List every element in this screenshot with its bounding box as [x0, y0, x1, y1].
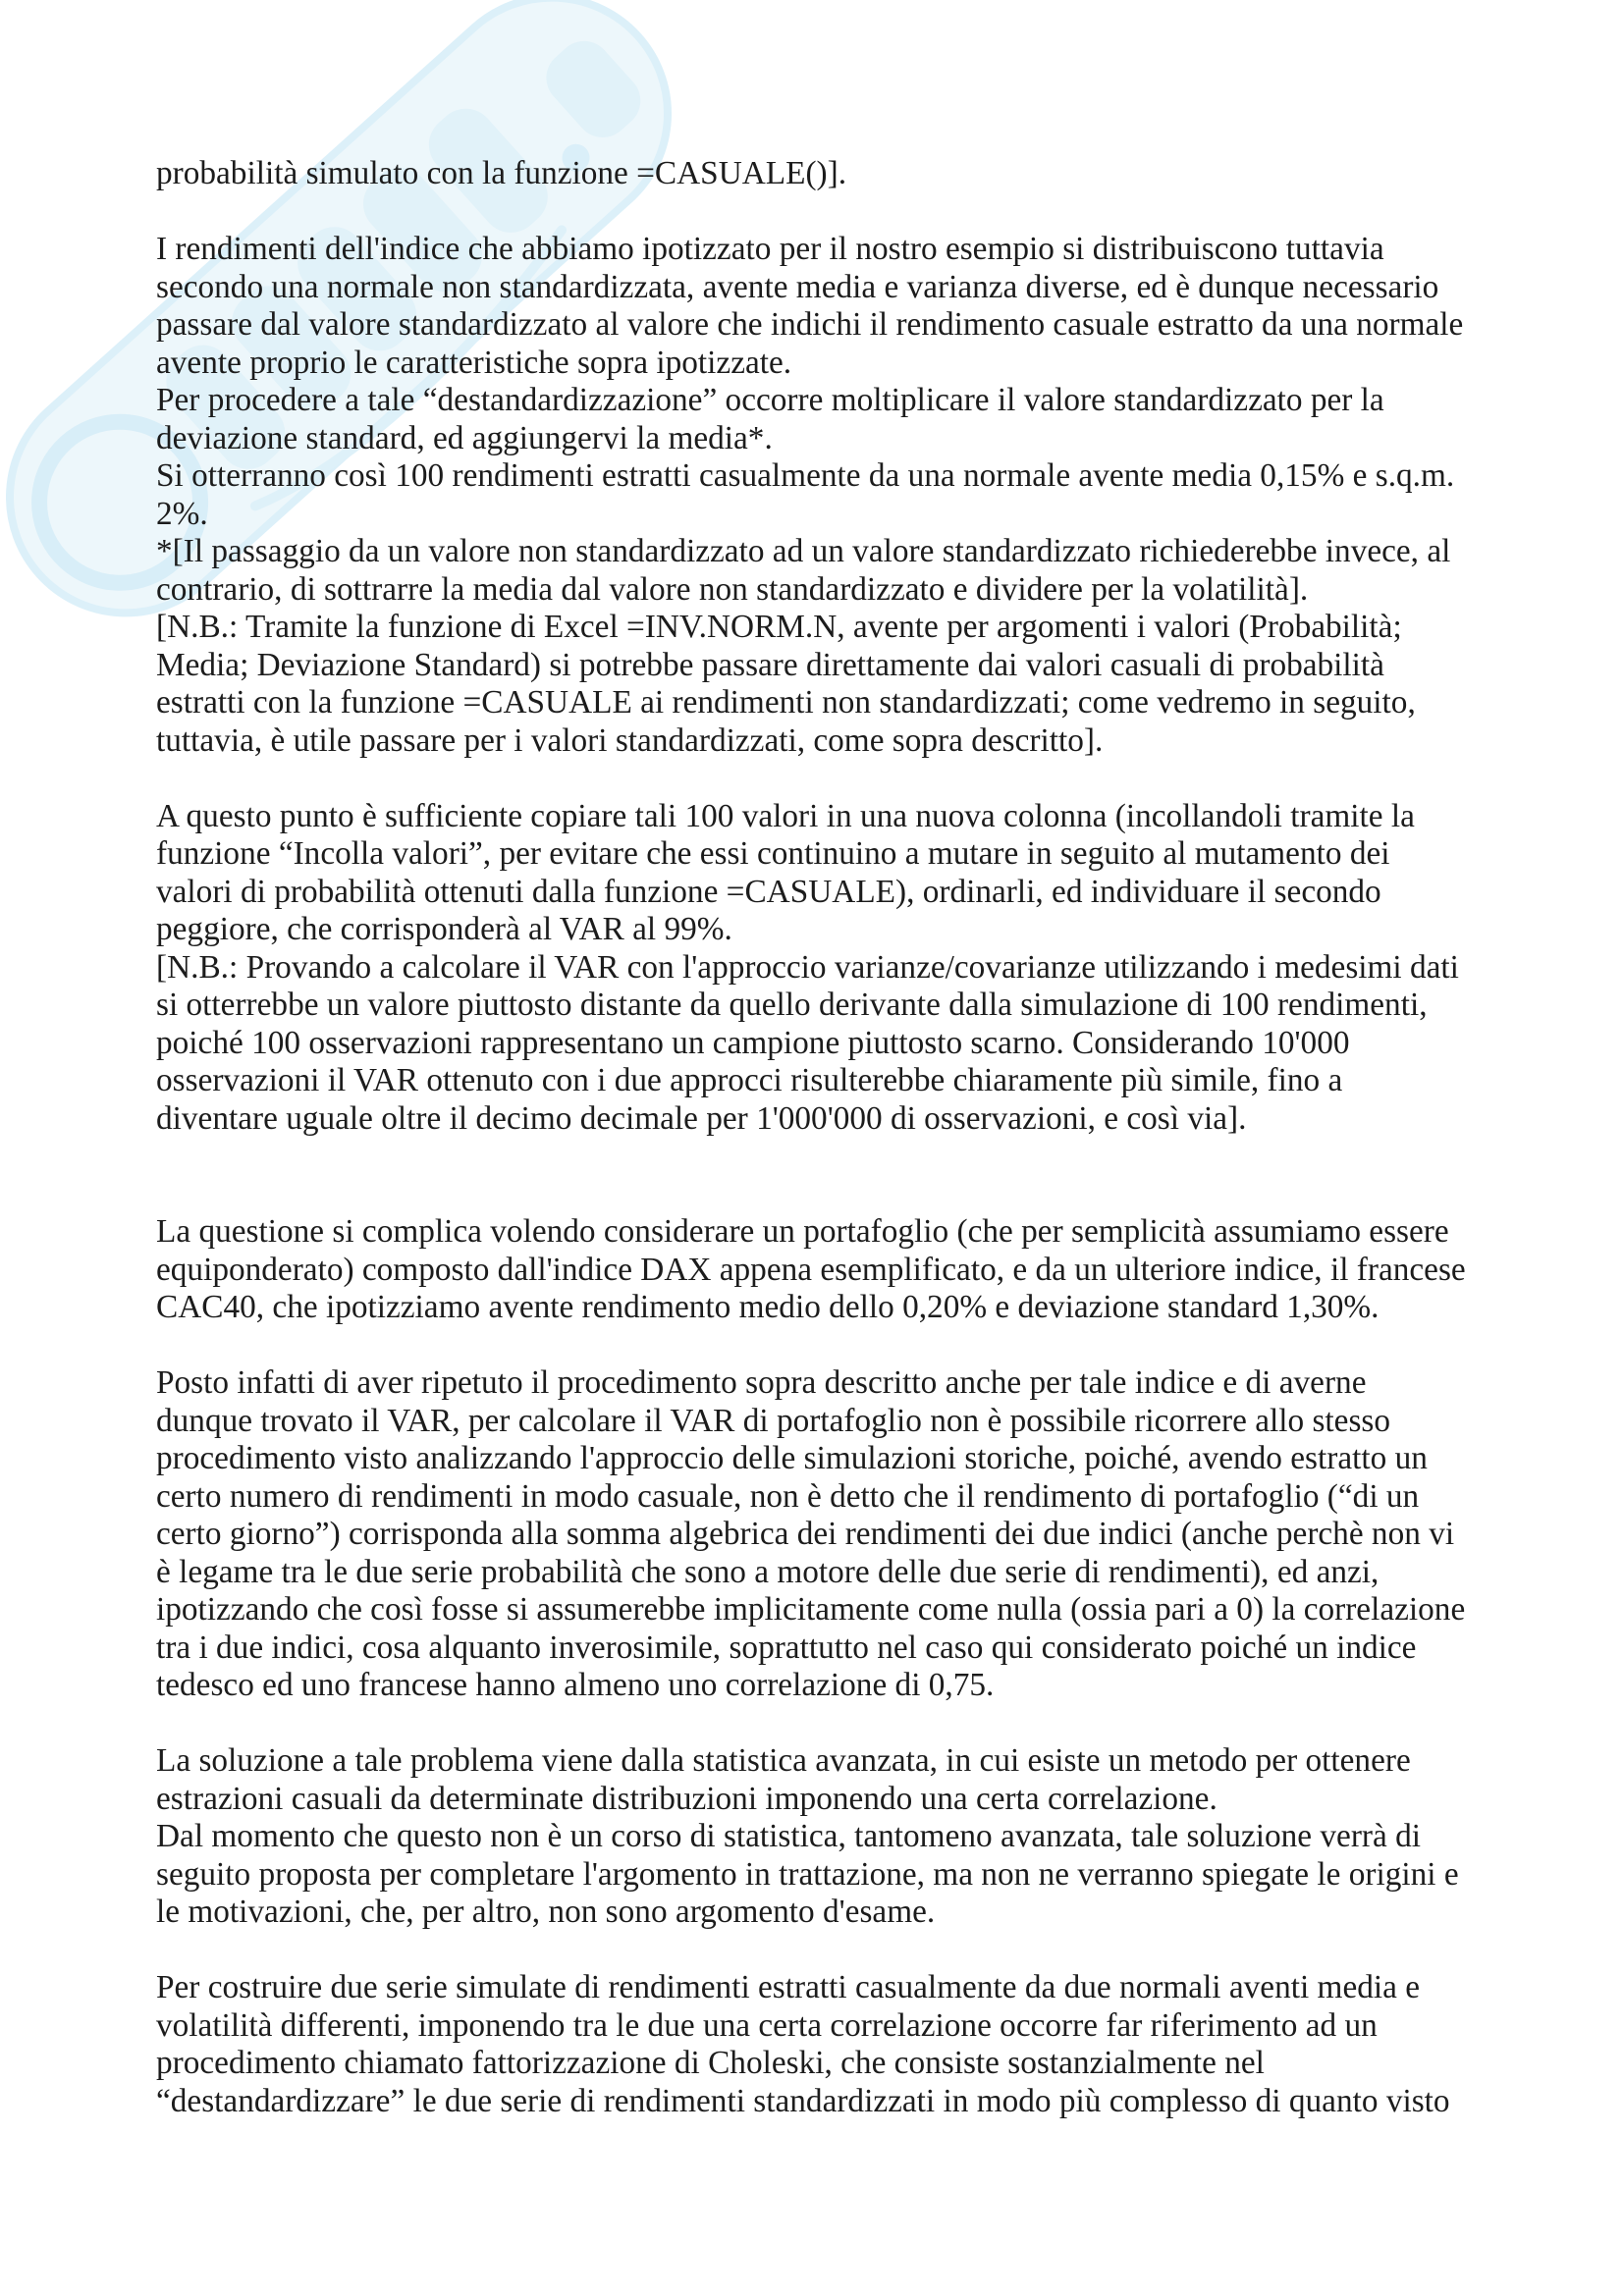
text-line: tuttavia, è utile passare per i valori standardizzati, come sopra descritto].: [156, 721, 1104, 759]
text-line: Media; Deviazione Standard) si potrebbe passare direttamente dai valori casuali di probabilità: [156, 646, 1384, 683]
text-line: Posto infatti di aver ripetuto il procedimento sopra descritto anche per tale indice e di averne: [156, 1364, 1367, 1401]
text-line: CAC40, che ipotizziamo avente rendimento medio dello 0,20% e deviazione standard 1,30%.: [156, 1289, 1380, 1325]
paragraph: [156, 382, 1531, 457]
text-line: [N.B.: Provando a calcolare il VAR con l'approccio varianze/covarianze utilizzando i medesimi dati: [156, 948, 1459, 986]
text-line: contrario, di sottrarre la media dal valore non standardizzato e dividere per la volatilità].: [156, 570, 1309, 608]
text-line: procedimento chiamato fattorizzazione di Choleski, che consiste sostanzialmente nel: [156, 2045, 1265, 2081]
document-body: [156, 155, 1531, 2120]
text-line: secondo una normale non standardizzata, avente media e varianza diverse, ed è dunque necessario: [156, 268, 1439, 305]
text-line: certo giorno”) corrisponda alla somma algebrica dei rendimenti dei due indici (anche perchè non vi: [156, 1516, 1455, 1552]
text-line: I rendimenti dell'indice che abbiamo ipotizzato per il nostro esempio si distribuiscono tuttavia: [156, 231, 1384, 267]
text-line: probabilità simulato con la funzione =CASUALE()].: [156, 155, 847, 191]
text-line: Dal momento che questo non è un corso di statistica, tantomeno avanzata, tale soluzione verrà di: [156, 1818, 1421, 1854]
text-line: certo numero di rendimenti in modo casuale, non è detto che il rendimento di portafoglio (“di un: [156, 1477, 1420, 1515]
text-line: volatilità differenti, imponendo tra le due una certa correlazione occorre far riferimento ad un: [156, 2006, 1378, 2044]
text-line: diventare uguale oltre il decimo decimale per 1'000'000 di osservazioni, e così via].: [156, 1099, 1247, 1137]
text-line: osservazioni il VAR ottenuto con i due approcci risulterebbe chiaramente più simile, fino a: [156, 1062, 1343, 1098]
text-line: tra i due indici, cosa alquanto inverosimile, soprattutto nel caso qui considerato poiché un indice: [156, 1629, 1417, 1666]
text-line: procedimento visto analizzando l'approccio delle simulazioni storiche, poiché, avendo estratto un: [156, 1440, 1428, 1476]
text-line: dunque trovato il VAR, per calcolare il VAR di portafoglio non è possibile ricorrere allo stesso: [156, 1402, 1391, 1439]
text-line: La questione si complica volendo considerare un portafoglio (che per semplicità assumiamo essere: [156, 1213, 1449, 1250]
text-line: poiché 100 osservazioni rappresentano un campione piuttosto scarno. Considerando 10'000: [156, 1024, 1350, 1061]
text-line: funzione “Incolla valori”, per evitare che essi continuino a mutare in seguito al mutamento dei: [156, 835, 1390, 872]
note-paragraph: [156, 609, 1531, 760]
footnote-paragraph: [156, 533, 1531, 609]
text-line: le motivazioni, che, per altro, non sono argomento d'esame.: [156, 1894, 936, 1930]
paragraph: [156, 1742, 1531, 1818]
text-line: estratti con la funzione =CASUALE ai rendimenti non standardizzati; come vedremo in seguito,: [156, 684, 1416, 721]
text-line: peggiore, che corrisponderà al VAR al 99%.: [156, 911, 732, 947]
text-line: Per procedere a tale “destandardizzazione” occorre moltiplicare il valore standardizzato per la: [156, 382, 1384, 418]
text-line: valori di probabilità ottenuti dalla funzione =CASUALE), ordinarli, ed individuare il secondo: [156, 873, 1381, 910]
text-line: è legame tra le due serie probabilità che sono a motore delle due serie di rendimenti), ed anzi,: [156, 1553, 1380, 1590]
paragraph: [156, 1969, 1531, 2120]
paragraph: [156, 798, 1531, 949]
text-line: Per costruire due serie simulate di rendimenti estratti casualmente da due normali aventi media e: [156, 1969, 1421, 2005]
text-line: equiponderato) composto dall'indice DAX appena esemplificato, e da un ulteriore indice, il francese: [156, 1251, 1466, 1288]
text-line: La soluzione a tale problema viene dalla statistica avanzata, in cui esiste un metodo per ottenere: [156, 1742, 1411, 1779]
text-line: passare dal valore standardizzato al valore che indichi il rendimento casuale estratto da una normale: [156, 306, 1464, 343]
text-line: deviazione standard, ed aggiungervi la media*.: [156, 419, 773, 456]
text-line: Si otterranno così 100 rendimenti estratti casualmente da una normale avente media 0,15% e s.q.m.: [156, 457, 1455, 494]
text-line: *[Il passaggio da un valore non standardizzato ad un valore standardizzato richiederebbe invece, al: [156, 533, 1451, 569]
text-line: 2%.: [156, 495, 208, 532]
note-paragraph: [156, 949, 1531, 1139]
text-line: [N.B.: Tramite la funzione di Excel =INV.NORM.N, avente per argomenti i valori (Probabilità;: [156, 609, 1402, 645]
text-line: estrazioni casuali da determinate distribuzioni imponendo una certa correlazione.: [156, 1780, 1217, 1817]
paragraph: [156, 1818, 1531, 1932]
paragraph: [156, 457, 1531, 533]
paragraph: [156, 1213, 1531, 1327]
text-line: si otterrebbe un valore piuttosto distante da quello derivante dalla simulazione di 100 rendimenti,: [156, 987, 1428, 1023]
text-line: “destandardizzare” le due serie di rendimenti standardizzati in modo più complesso di quanto visto: [156, 2082, 1450, 2119]
paragraph: [156, 155, 1531, 193]
text-line: seguito proposta per completare l'argomento in trattazione, ma non ne verranno spiegate le origini e: [156, 1855, 1459, 1893]
text-line: ipotizzando che così fosse si assumerebbe implicitamente come nulla (ossia pari a 0) la correlazione: [156, 1591, 1466, 1628]
text-line: A questo punto è sufficiente copiare tali 100 valori in una nuova colonna (incollandoli tramite la: [156, 797, 1415, 834]
text-line: tedesco ed uno francese hanno almeno uno correlazione di 0,75.: [156, 1667, 995, 1703]
text-line: avente proprio le caratteristiche sopra ipotizzate.: [156, 344, 792, 381]
paragraph: [156, 1364, 1531, 1705]
paragraph: [156, 231, 1531, 382]
